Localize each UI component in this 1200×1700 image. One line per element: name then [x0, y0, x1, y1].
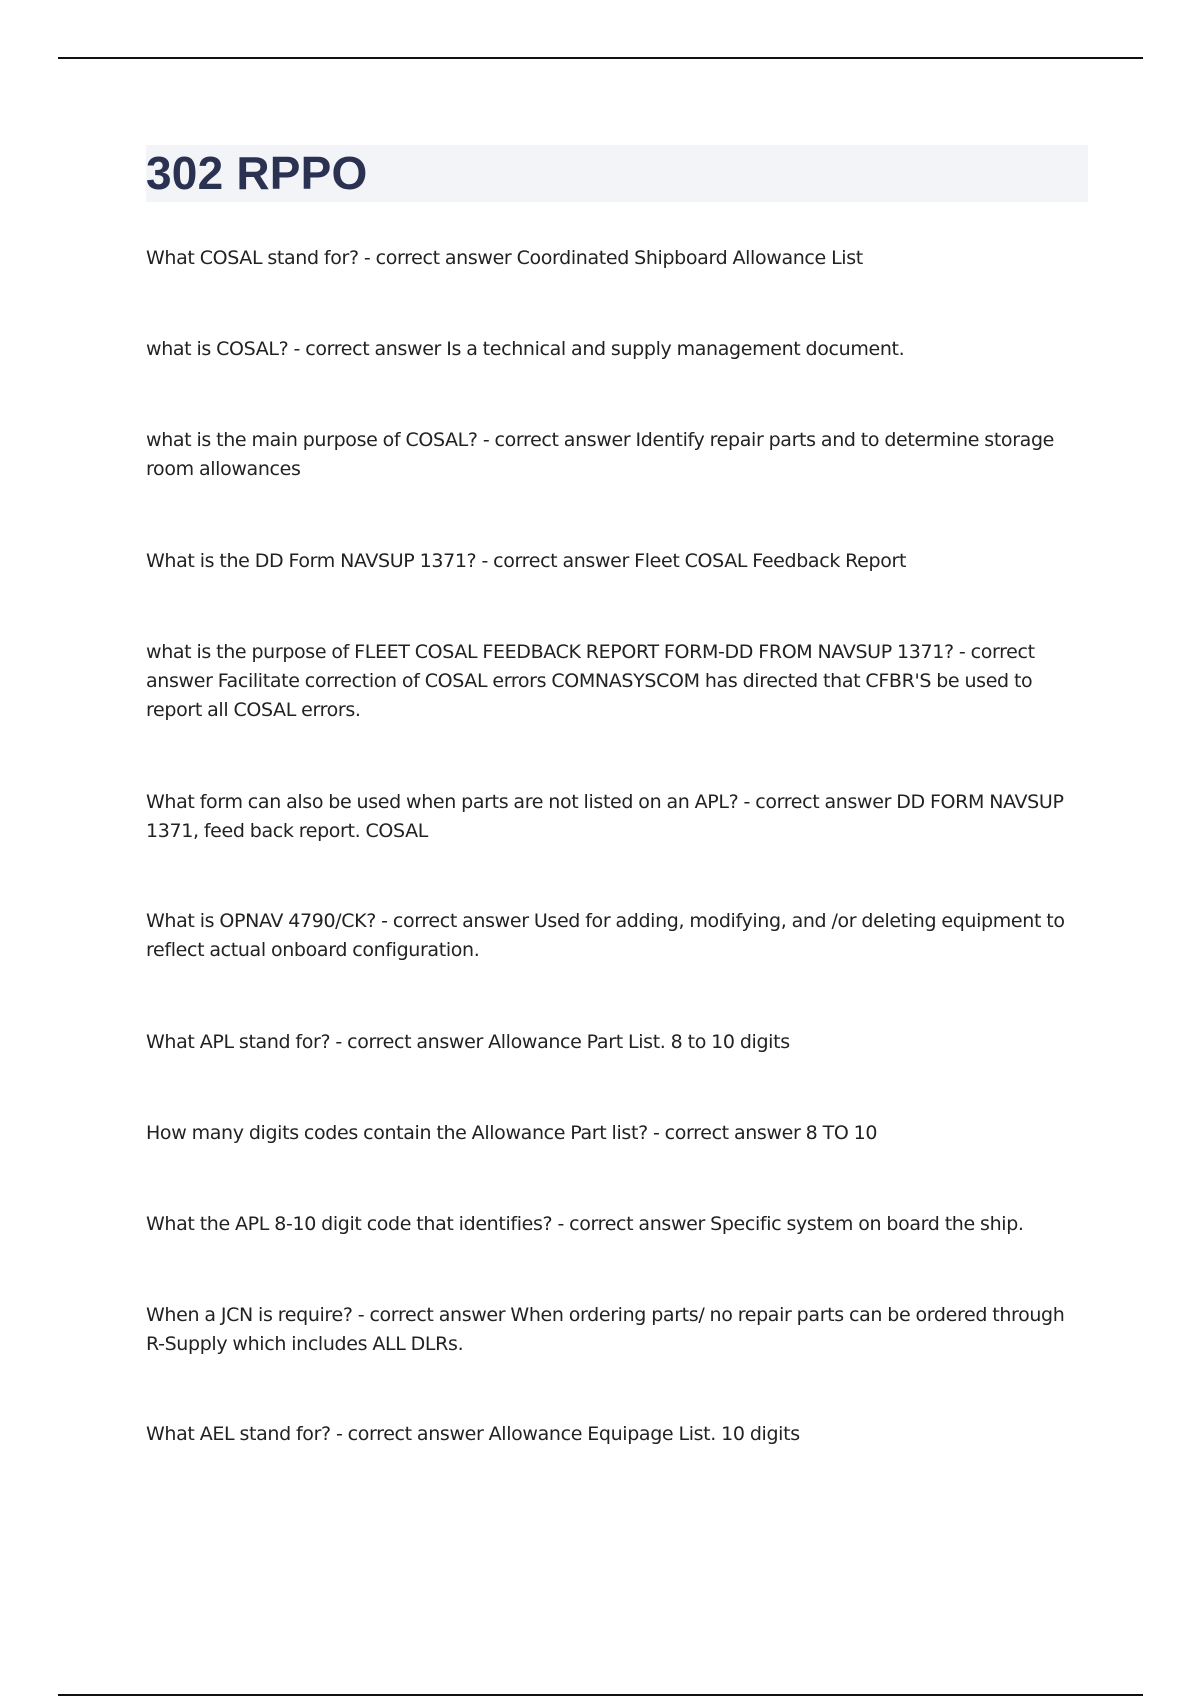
bottom-rule	[58, 1694, 1143, 1696]
qa-item: What AEL stand for? - correct answer Allowance Equipage List. 10 digits	[146, 1423, 800, 1445]
qa-item: What APL stand for? - correct answer Allowance Part List. 8 to 10 digits	[146, 1031, 790, 1053]
qa-item: what is COSAL? - correct answer Is a technical and supply management document.	[146, 338, 905, 360]
qa-item: What is OPNAV 4790/CK? - correct answer Used for adding, modifying, and /or deleting equipment to reflect actual onboard configuration.	[146, 910, 1065, 961]
page-title: 302 RPPO	[146, 147, 368, 199]
qa-item: what is the main purpose of COSAL? - correct answer Identify repair parts and to determine storage room allowances	[146, 429, 1054, 480]
qa-item: When a JCN is require? - correct answer When ordering parts/ no repair parts can be ordered through R-Supply which includes ALL DLRs.	[146, 1304, 1065, 1355]
qa-item: What form can also be used when parts are not listed on an APL? - correct answer DD FORM NAVSUP 1371, feed back report. COSAL	[146, 791, 1064, 842]
qa-item: What is the DD Form NAVSUP 1371? - correct answer Fleet COSAL Feedback Report	[146, 550, 907, 572]
qa-item: How many digits codes contain the Allowance Part list? - correct answer 8 TO 10	[146, 1122, 878, 1144]
qa-item: What the APL 8-10 digit code that identifies? - correct answer Specific system on board the ship.	[146, 1213, 1024, 1235]
qa-item: what is the purpose of FLEET COSAL FEEDBACK REPORT FORM-DD FROM NAVSUP 1371? - correct answer Facilitate correction of COSAL errors COMNASYSCOM has directed that CFBR'S be used to report all COSAL errors.	[146, 641, 1035, 721]
qa-item: What COSAL stand for? - correct answer Coordinated Shipboard Allowance List	[146, 247, 863, 269]
top-rule	[58, 57, 1143, 59]
